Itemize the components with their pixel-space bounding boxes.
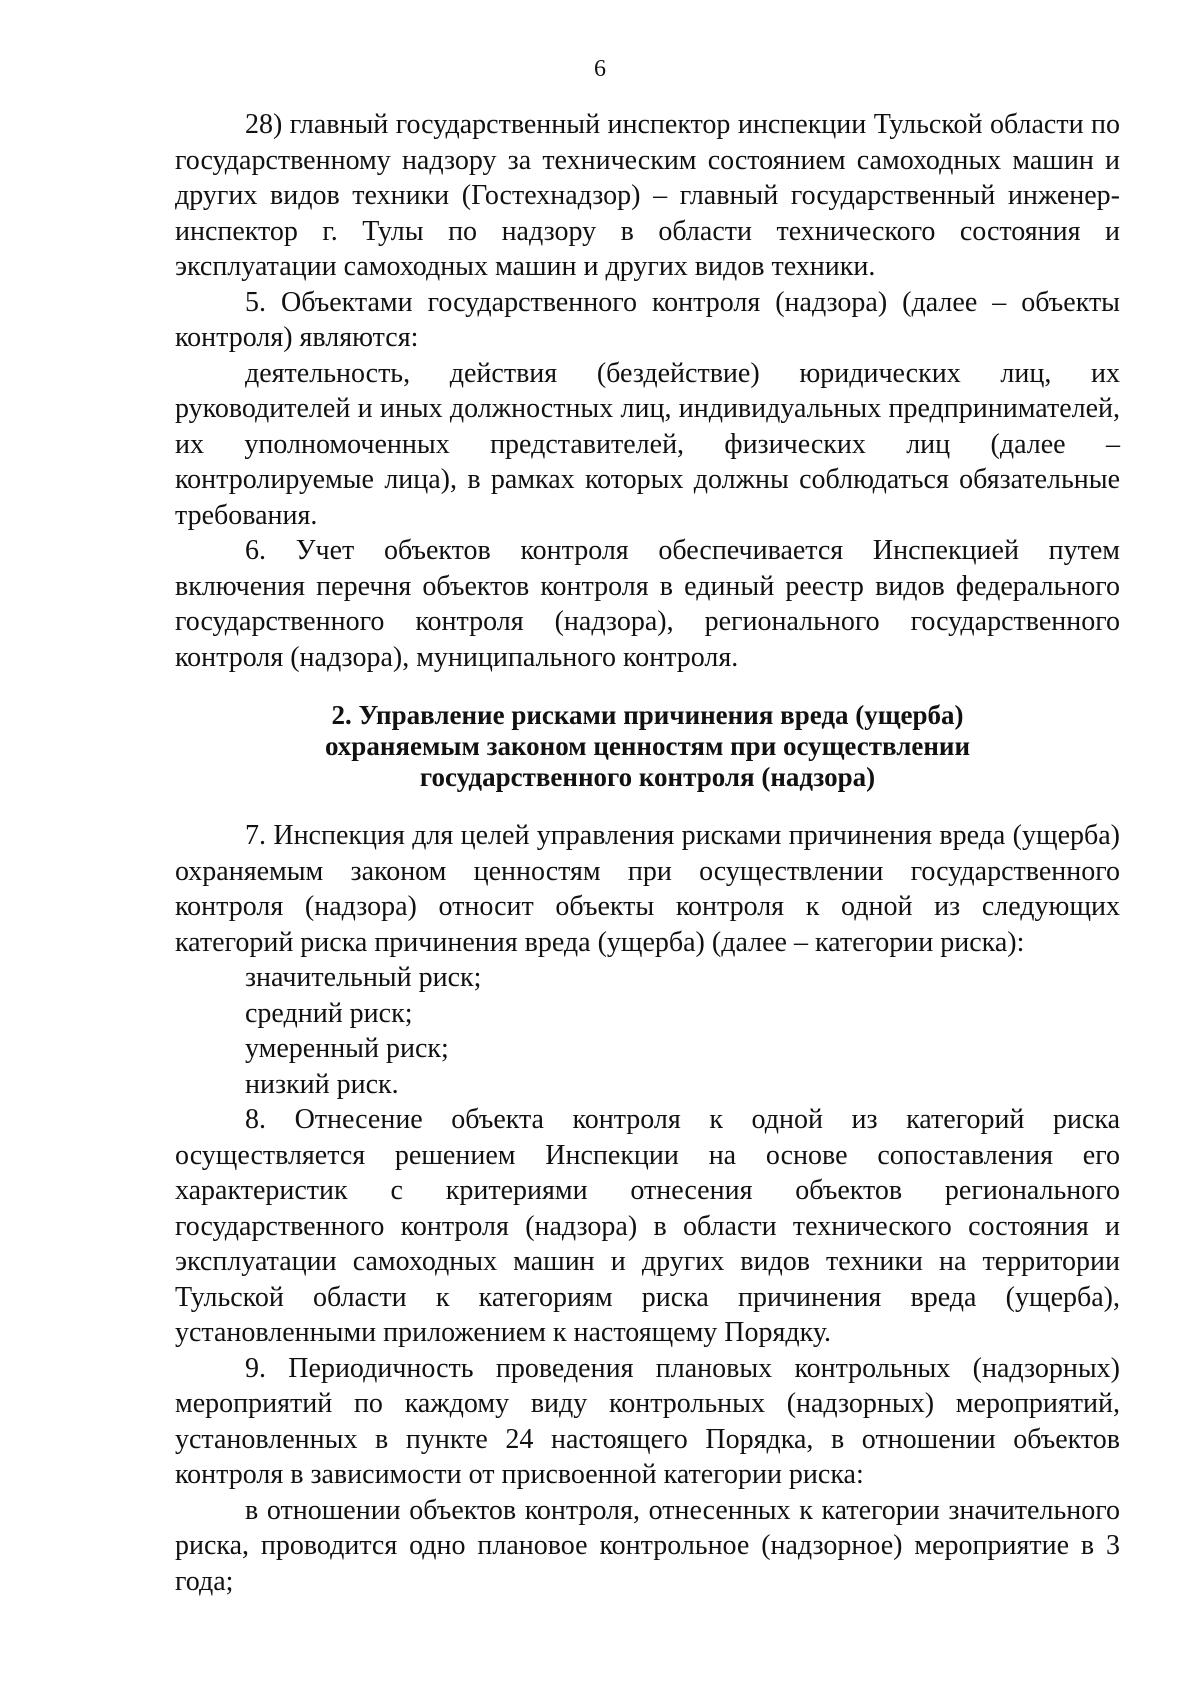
paragraph-5-objects: 5. Объектами государственного контроля (надзора) (далее – объекты контроля) являются: — [175, 286, 1120, 353]
paragraph-9-periodicity: 9. Периодичность проведения плановых контрольных (надзорных) мероприятий по каждому виду контрольных (надзорных) мероприятий, установленных в пункте 24 настоящего Порядка, в отношении объектов контроля в зависимости от присвоенной категории риска: — [175, 1352, 1120, 1490]
paragraph-8-assignment: 8. Отнесение объекта контроля к одной из категорий риска осуществляется решением Инспекции на основе сопоставления его характеристик с критериями отнесения объектов регионального государственного контроля (надзора) в области технического состояния и эксплуатации самоходных машин и других видов техники на территории Тульской области к категориям риска причинения вреда (ущерба), установленными приложением к настоящему Порядку. — [175, 1104, 1120, 1348]
risk-category-item: средний риск; — [245, 997, 413, 1029]
section-heading-line-2: охраняемым законом ценностям при осуществлении — [324, 731, 971, 761]
section-heading-line-3: государственного контроля (надзора) — [419, 762, 876, 792]
risk-category-item: низкий риск. — [245, 1068, 399, 1100]
paragraph-6-accounting: 6. Учет объектов контроля обеспечивается Инспекцией путем включения перечня объектов контроля в единый реестр видов федерального государственного контроля (надзора), регионального государственного контроля (надзора), муниципального контроля. — [175, 535, 1120, 673]
section-heading — [175, 700, 1120, 793]
paragraph-9-significant-risk: в отношении объектов контроля, отнесенных к категории значительного риска, проводится одно плановое контрольное (надзорное) мероприятие в 3 года; — [175, 1494, 1120, 1597]
paragraph-5-activity: деятельность, действия (бездействие) юридических лиц, их руководителей и иных должностных лиц, индивидуальных предпринимателей, их уполномоченных представителей, физических лиц (далее – контролируемые лица), в рамках которых должны соблюдаться обязательные требования. — [175, 357, 1120, 531]
risk-category-item: значительный риск; — [245, 962, 482, 993]
document-body — [175, 107, 1120, 1599]
risk-category-item: умеренный риск; — [245, 1033, 449, 1064]
paragraph-7-risk-categories: 7. Инспекция для целей управления рисками причинения вреда (ущерба) охраняемым законом ценностям при осуществлении государственного контроля (надзора) относит объекты контроля к одной из следующих категорий риска причинения вреда (ущерба) (далее – категории риска): — [175, 820, 1120, 958]
paragraph-item-28: 28) главный государственный инспектор инспекции Тульской области по государственному надзору за техническим состоянием самоходных машин и других видов техники (Гостехнадзор) – главный государственный инженер-инспектор г. Тулы по надзору в области технического состояния и эксплуатации самоходных машин и других видов техники. — [175, 109, 1120, 282]
section-heading-line-1: 2. Управление рисками причинения вреда (ущерба) — [331, 700, 964, 730]
page-number: 6 — [594, 56, 606, 82]
